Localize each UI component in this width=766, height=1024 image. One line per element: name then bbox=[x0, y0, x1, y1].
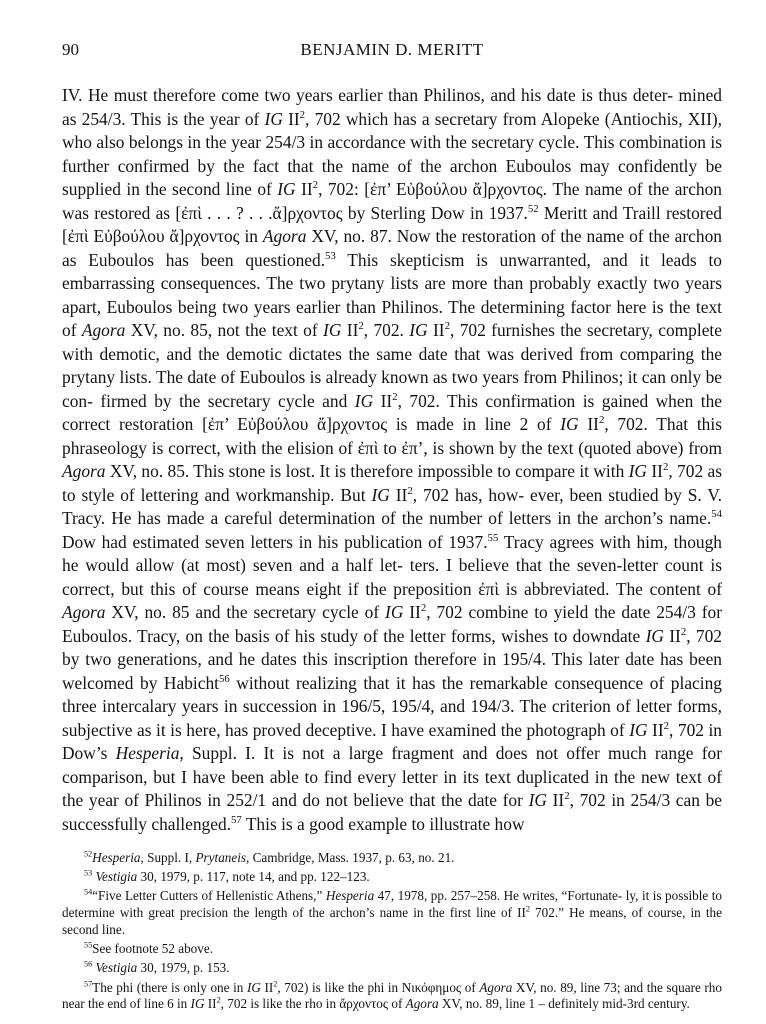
footnotes bbox=[62, 850, 722, 1013]
running-head: BENJAMIN D. MERITT bbox=[300, 40, 484, 59]
page bbox=[62, 40, 722, 1016]
footnote-54: $^{54}$“Five Letter Cutters of Hellenistic Athens,” Hesperia 47, 1978, pp. 257–258. He writes, “Fortunate- ly, it is possible to determine with great precision the length of the archon’s name in the first line of $II^2$ 702.” He means, of course, in the second line. bbox=[62, 887, 722, 937]
page-number: 90 bbox=[62, 40, 79, 59]
page-header bbox=[62, 40, 722, 68]
footnote-53: $^{53}$ Vestigia 30, 1979, p. 117, note 14, and pp. 122–123. bbox=[84, 868, 370, 885]
footnote-55: $^{55}$See footnote 52 above. bbox=[84, 940, 214, 957]
footnote-52: $^{52}$Hesperia, Suppl. I, Prytaneis, Cambridge, Mass. 1937, p. 63, no. 21. bbox=[84, 849, 455, 865]
footnote-56: $^{56}$ Vestigia 30, 1979, p. 153. bbox=[84, 959, 230, 976]
footnote-57: $^{57}$The phi (there is only one in IG $II^2$, 702) is like the phi in Νικόφημος of Agora XV, no. 89, line 73; and the square rho near the end of line 6 in IG $II^2$, 702 is like the rho in ἄρχοντος of Agora XV, no. 89, line 1 – definitely mid-3rd century. bbox=[62, 979, 722, 1012]
body-paragraph: IV. He must therefore come two years earlier than Philinos, and his date is thus deter- mined as 254/3. This is the year of IG $II^2$, 702 which has a secretary from Alopeke (Antiochis, XII), who also belongs in the year 254/3 in accordance with the secretary cycle. This combination is further confirmed by the fact that the name of the archon Euboulos may confidently be supplied in the second line of IG $II^2$, 702: [ἐπ’ Εὐβούλου ἄ]ρχοντος. The name of the archon was restored as [ἐπὶ . . . ? . . .ἄ]ρχοντος by Sterling Dow in 1937.52 Meritt and Traill restored [ἐπὶ Εὐβούλου ἄ]ρχοντος in Agora XV, no. 87. Now the restoration of the name of the archon as Euboulos has been questioned.$^{53}$ This skepticism is unwarranted, and it leads to embarrassing consequences. The two prytany lists are more than probably exactly two years apart, Euboulos being two years earlier than Philinos. The determining factor here is the text of Agora XV, no. 85, not the text of IG $II^2$, 702. IG $II^2$, 702 furnishes the secretary, complete with demotic, and the demotic dictates the same date that was derived from comparing the prytany lists. The date of Euboulos is already known as two years from Philinos; it can only be con- firmed by the secretary cycle and IG $II^2$, 702. This confirmation is gained when the correct restoration [ἐπ’ Εὐβούλου ἄ]ρχοντος is made in line 2 of IG $II^2$, 702. That this phraseology is correct, with the elision of ἐπὶ to ἐπ’, is shown by the text (quoted above) from Agora XV, no. 85. This stone is lost. It is therefore impossible to compare it with IG $II^2$, 702 as to style of lettering and workmanship. But IG $II^2$, 702 has, how- ever, been studied by S. V. Tracy. He has made a careful determination of the number of letters in the archon’s name.$^{54}$ Dow had estimated seven letters in his publication of 1937.55 Tracy agrees with him, though he would allow (at most) seven and a half let- ters. I believe that the seven-letter count is correct, but this of course means eight if the preposition ἐπὶ is abbreviated. The content of Agora XV, no. 85 and the secretary cycle of IG $II^2$, 702 combine to yield the date 254/3 for Euboulos. Tracy, on the basis of his study of the letter forms, wishes to downdate IG $II^2$, 702 by two generations, and he dates this inscription therefore in 195/4. This later date has been welcomed by Habicht$^{56}$ without realizing that it has the remarkable consequence of placing three intercalary years in succession in 196/5, 195/4, and 194/3. The criterion of letter forms, subjective as it is here, has proved deceptive. I have examined the photograph of IG $II^2$, 702 in Dow’s Hesperia, Suppl. I. It is not a large fragment and does not offer much range for comparison, but I have been able to find every letter in its text duplicated in the new text of the year of Philinos in 252/1 and do not believe that the date for IG $II^2$, 702 in 254/3 can be successfully challenged.$^{57}$ This is a good example to illustrate how bbox=[62, 85, 723, 834]
